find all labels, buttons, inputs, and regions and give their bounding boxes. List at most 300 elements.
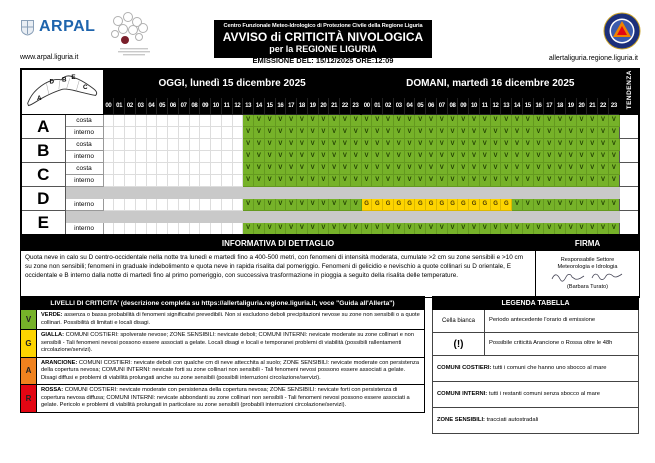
hour-cell xyxy=(168,163,179,175)
hour-header-domani-13: 13 xyxy=(501,97,512,115)
hour-cell: V xyxy=(469,127,480,139)
hour-cell xyxy=(103,199,114,211)
hour-cell: V xyxy=(307,115,318,127)
hour-cell: V xyxy=(565,139,576,151)
hour-cell xyxy=(114,163,125,175)
hour-cell xyxy=(146,115,157,127)
hour-cell: V xyxy=(426,127,437,139)
hour-cell xyxy=(232,199,243,211)
hour-cell: V xyxy=(426,115,437,127)
hour-cell xyxy=(135,151,146,163)
hour-header-domani-03: 03 xyxy=(393,97,404,115)
hour-cell: V xyxy=(393,115,404,127)
hour-cell: V xyxy=(318,199,329,211)
hour-cell xyxy=(168,115,179,127)
hour-cell xyxy=(232,151,243,163)
hour-header-oggi-08: 08 xyxy=(189,97,200,115)
hour-header-oggi-17: 17 xyxy=(286,97,297,115)
liguria-zones-map xyxy=(21,69,103,115)
hour-cell: V xyxy=(393,163,404,175)
hour-cell: V xyxy=(329,223,340,236)
hour-cell: V xyxy=(490,151,501,163)
hour-cell: V xyxy=(490,163,501,175)
hour-cell: V xyxy=(329,151,340,163)
zone-letter-E: E xyxy=(21,211,65,236)
hour-cell: V xyxy=(598,223,609,236)
hour-cell xyxy=(200,139,211,151)
hour-cell xyxy=(200,127,211,139)
hour-cell xyxy=(232,175,243,187)
hour-cell xyxy=(221,175,232,187)
zone-letter-C: C xyxy=(21,163,65,187)
hour-cell xyxy=(103,175,114,187)
hour-cell: V xyxy=(329,127,340,139)
hour-cell: V xyxy=(522,223,533,236)
hour-cell: V xyxy=(318,139,329,151)
hour-cell: V xyxy=(350,199,361,211)
hour-cell: V xyxy=(576,115,587,127)
zone-sublabel: interno xyxy=(65,127,103,139)
hour-cell: V xyxy=(350,151,361,163)
hour-cell: V xyxy=(501,223,512,236)
hour-cell: V xyxy=(264,139,275,151)
hour-cell: V xyxy=(243,199,254,211)
zone-sublabel: costa xyxy=(65,163,103,175)
zone-letter-B: B xyxy=(21,139,65,163)
hour-cell: V xyxy=(555,151,566,163)
hour-cell: V xyxy=(501,127,512,139)
hour-cell: V xyxy=(587,139,598,151)
hour-cell: V xyxy=(307,127,318,139)
level-desc-R: ROSSA: COMUNI COSTIERI: nevicate moderate con persistenza della copertura nevosa; ZONE SENSIBILI: nevicate forti con persistenza di copertura nevosa diffusa; COMUNI INTERNI: nevicate abbondanti su zone collinari non sensibili - Tali fenomeni nevosi possono essere associati a gelate. Pericolo e problemi di viabilità prolungati in particolare su zone sensibili (probabili interruzioni circolazione/servizi). xyxy=(37,385,425,413)
hour-cell xyxy=(221,115,232,127)
hour-header-domani-17: 17 xyxy=(544,97,555,115)
hour-cell: V xyxy=(404,127,415,139)
hour-cell: V xyxy=(608,151,619,163)
hour-cell: V xyxy=(243,139,254,151)
hour-cell: V xyxy=(393,151,404,163)
hour-cell xyxy=(157,139,168,151)
signature-scribble xyxy=(548,270,628,283)
hour-cell: V xyxy=(479,163,490,175)
hour-cell: V xyxy=(447,127,458,139)
hour-cell xyxy=(125,199,136,211)
hour-cell: V xyxy=(479,115,490,127)
hour-cell xyxy=(189,223,200,236)
hour-header-oggi-23: 23 xyxy=(350,97,361,115)
hour-cell: V xyxy=(426,139,437,151)
hour-cell xyxy=(146,151,157,163)
hour-cell: V xyxy=(598,151,609,163)
hour-cell: V xyxy=(512,151,523,163)
hour-cell xyxy=(221,223,232,236)
hour-cell: V xyxy=(361,115,372,127)
hour-cell: V xyxy=(404,163,415,175)
hour-header-oggi-21: 21 xyxy=(329,97,340,115)
hour-cell: V xyxy=(608,115,619,127)
title-region: per la REGIONE LIGURIA xyxy=(269,44,377,54)
hour-cell: V xyxy=(479,223,490,236)
hour-header-domani-07: 07 xyxy=(436,97,447,115)
hour-cell: V xyxy=(576,199,587,211)
hour-cell: V xyxy=(587,115,598,127)
hour-cell xyxy=(168,139,179,151)
hour-cell: V xyxy=(254,175,265,187)
hour-cell: V xyxy=(426,163,437,175)
no-coastal-band-E xyxy=(65,211,619,223)
hour-cell: V xyxy=(243,223,254,236)
hour-cell: V xyxy=(286,139,297,151)
zone-sublabel: interno xyxy=(65,199,103,211)
hour-cell: V xyxy=(340,151,351,163)
level-swatch-A: A xyxy=(21,357,37,385)
hour-cell xyxy=(211,115,222,127)
hour-cell: V xyxy=(555,115,566,127)
hour-header-domani-21: 21 xyxy=(587,97,598,115)
hour-cell: V xyxy=(254,151,265,163)
hour-cell: V xyxy=(275,163,286,175)
hour-cell: V xyxy=(393,223,404,236)
informativa-section xyxy=(20,236,640,298)
hour-cell xyxy=(200,175,211,187)
hour-cell: V xyxy=(565,163,576,175)
hour-cell: V xyxy=(469,151,480,163)
hour-cell xyxy=(103,163,114,175)
hour-cell: V xyxy=(426,151,437,163)
hour-cell xyxy=(189,151,200,163)
hour-cell xyxy=(157,151,168,163)
no-coastal-band-D xyxy=(65,187,619,199)
hour-cell: G xyxy=(372,199,383,211)
hour-cell xyxy=(157,115,168,127)
hour-cell xyxy=(125,127,136,139)
hour-cell: V xyxy=(533,127,544,139)
hour-cell: V xyxy=(297,163,308,175)
hour-header-oggi-01: 01 xyxy=(114,97,125,115)
hour-cell: V xyxy=(555,223,566,236)
hour-cell xyxy=(232,163,243,175)
hour-cell: V xyxy=(286,223,297,236)
hour-cell xyxy=(232,115,243,127)
hour-cell: V xyxy=(318,127,329,139)
hour-cell: V xyxy=(254,139,265,151)
hour-cell: V xyxy=(318,163,329,175)
hour-cell: V xyxy=(275,127,286,139)
hour-cell: V xyxy=(565,199,576,211)
hour-cell: V xyxy=(275,139,286,151)
hour-cell: V xyxy=(458,151,469,163)
hour-cell xyxy=(200,151,211,163)
hour-cell: V xyxy=(415,163,426,175)
hour-cell: V xyxy=(522,127,533,139)
hour-cell: V xyxy=(297,199,308,211)
hour-cell: V xyxy=(350,115,361,127)
hour-cell: V xyxy=(555,199,566,211)
hour-cell xyxy=(232,127,243,139)
svg-text:D: D xyxy=(49,78,55,86)
livelli-criticita-legend xyxy=(20,296,425,413)
hour-cell: V xyxy=(383,151,394,163)
hour-cell xyxy=(178,199,189,211)
hour-cell: V xyxy=(587,163,598,175)
hour-cell: V xyxy=(522,139,533,151)
hour-cell: V xyxy=(415,151,426,163)
hour-cell: V xyxy=(350,223,361,236)
hour-cell: V xyxy=(447,223,458,236)
hour-cell: V xyxy=(490,139,501,151)
hour-cell: V xyxy=(372,223,383,236)
hour-cell: G xyxy=(469,199,480,211)
hour-header-domani-10: 10 xyxy=(469,97,480,115)
hour-cell xyxy=(114,139,125,151)
zone-letter-D: D xyxy=(21,187,65,211)
hour-cell xyxy=(135,127,146,139)
hour-cell: V xyxy=(426,223,437,236)
hour-cell xyxy=(178,163,189,175)
level-swatch-R: R xyxy=(21,385,37,413)
hour-cell: V xyxy=(307,223,318,236)
hour-cell: V xyxy=(297,127,308,139)
hour-cell: V xyxy=(458,223,469,236)
hour-cell: V xyxy=(254,115,265,127)
firma-role-line2: Meteorologia e Idrologia xyxy=(557,264,618,271)
hour-cell: V xyxy=(340,199,351,211)
hour-cell: V xyxy=(469,139,480,151)
hour-header-oggi-06: 06 xyxy=(168,97,179,115)
hour-cell xyxy=(189,163,200,175)
hour-cell: V xyxy=(608,223,619,236)
hour-cell: V xyxy=(372,115,383,127)
hour-cell xyxy=(211,139,222,151)
hour-cell: V xyxy=(576,127,587,139)
informativa-text: Quota neve in calo su D centro-occidentale nella notte tra lunedì e martedì fino a 400-500 metri, con fenomeni di intensità moderata, cumulate >2 cm su zone sensibili e >10 cm su zone non sensibili; fenomeni in graduale indebolimento e quota neve in rapida risalita dal pomeriggio. Fenomeni di gelicidio e nevischio a quote collinari su D orientale, E occidentale e B interno dalla notte di martedì fino al primo pomeriggio, con successiva trasformazione in pioggia a seguito della risalita delle temperature. xyxy=(21,251,536,298)
hour-cell: V xyxy=(329,199,340,211)
hour-header-oggi-14: 14 xyxy=(254,97,265,115)
hour-cell xyxy=(168,127,179,139)
hour-cell: V xyxy=(264,127,275,139)
hour-cell: V xyxy=(555,139,566,151)
hour-cell: V xyxy=(243,115,254,127)
hour-cell xyxy=(135,115,146,127)
hour-cell: V xyxy=(501,151,512,163)
hour-cell xyxy=(211,199,222,211)
hour-cell: V xyxy=(598,175,609,187)
hour-header-domani-00: 00 xyxy=(361,97,372,115)
hour-cell xyxy=(114,199,125,211)
hour-cell: V xyxy=(297,175,308,187)
hour-cell: V xyxy=(286,199,297,211)
hour-cell: V xyxy=(608,127,619,139)
hour-cell: V xyxy=(544,115,555,127)
hour-cell xyxy=(168,223,179,236)
hour-cell xyxy=(221,139,232,151)
hour-cell: V xyxy=(275,199,286,211)
hour-cell: V xyxy=(329,139,340,151)
hour-cell: V xyxy=(307,151,318,163)
hour-cell xyxy=(211,163,222,175)
hour-cell: V xyxy=(544,151,555,163)
tendenza-cell-B xyxy=(619,139,639,163)
hour-cell xyxy=(114,151,125,163)
hour-cell: V xyxy=(350,175,361,187)
hour-cell: V xyxy=(479,175,490,187)
hour-cell: V xyxy=(383,175,394,187)
hour-cell: V xyxy=(490,127,501,139)
hour-cell: V xyxy=(512,223,523,236)
hour-cell: V xyxy=(598,115,609,127)
legenda-desc: Possibile criticità Arancione o Rossa oltre le 48h xyxy=(485,333,639,356)
hour-header-oggi-15: 15 xyxy=(264,97,275,115)
hour-cell: V xyxy=(555,175,566,187)
hour-header-domani-04: 04 xyxy=(404,97,415,115)
hour-cell: V xyxy=(286,175,297,187)
tendenza-cell-E xyxy=(619,211,639,236)
hour-cell: G xyxy=(393,199,404,211)
hour-cell: V xyxy=(393,175,404,187)
hour-cell: V xyxy=(415,115,426,127)
hour-cell: V xyxy=(565,115,576,127)
svg-text:E: E xyxy=(71,73,76,81)
hour-header-domani-12: 12 xyxy=(490,97,501,115)
hour-cell: V xyxy=(243,175,254,187)
hour-cell: V xyxy=(361,223,372,236)
hour-cell: V xyxy=(307,139,318,151)
hour-cell: V xyxy=(383,127,394,139)
hour-cell: V xyxy=(565,175,576,187)
hour-header-oggi-05: 05 xyxy=(157,97,168,115)
hour-cell: G xyxy=(458,199,469,211)
hour-cell: V xyxy=(469,175,480,187)
hour-cell xyxy=(157,199,168,211)
hour-cell xyxy=(200,115,211,127)
hour-header-oggi-19: 19 xyxy=(307,97,318,115)
tendenza-header xyxy=(619,69,639,115)
hour-cell: V xyxy=(533,151,544,163)
hour-cell xyxy=(178,151,189,163)
hour-header-domani-19: 19 xyxy=(565,97,576,115)
logo-accent-dot xyxy=(121,36,129,44)
hour-cell: V xyxy=(533,223,544,236)
informativa-header: INFORMATIVA DI DETTAGLIO xyxy=(21,237,536,251)
hour-header-domani-23: 23 xyxy=(608,97,619,115)
hour-header-oggi-11: 11 xyxy=(221,97,232,115)
hour-cell: V xyxy=(275,223,286,236)
hour-cell: V xyxy=(436,139,447,151)
hour-cell xyxy=(146,139,157,151)
hour-cell: V xyxy=(243,151,254,163)
hour-cell: V xyxy=(329,115,340,127)
hour-cell xyxy=(178,115,189,127)
hour-cell: V xyxy=(533,115,544,127)
hour-cell xyxy=(200,163,211,175)
hour-cell: V xyxy=(340,175,351,187)
hour-cell: V xyxy=(608,199,619,211)
hour-cell xyxy=(232,139,243,151)
firma-cell xyxy=(536,251,640,298)
hour-header-oggi-16: 16 xyxy=(275,97,286,115)
hour-cell: V xyxy=(264,163,275,175)
hour-cell: V xyxy=(383,223,394,236)
legenda-desc: Periodo antecedente l'orario di emissione xyxy=(485,310,639,333)
hour-cell: V xyxy=(598,139,609,151)
hour-cell xyxy=(135,175,146,187)
hour-cell xyxy=(146,175,157,187)
hour-cell: V xyxy=(275,151,286,163)
hour-cell: V xyxy=(469,223,480,236)
hour-cell: V xyxy=(522,163,533,175)
hour-header-oggi-12: 12 xyxy=(232,97,243,115)
hour-header-domani-22: 22 xyxy=(598,97,609,115)
hour-cell xyxy=(125,115,136,127)
hour-cell: V xyxy=(555,127,566,139)
hour-cell: V xyxy=(458,115,469,127)
hour-header-domani-15: 15 xyxy=(522,97,533,115)
hour-cell xyxy=(157,127,168,139)
hour-cell: V xyxy=(587,127,598,139)
hour-cell: V xyxy=(404,115,415,127)
hour-cell: V xyxy=(544,223,555,236)
hour-cell: V xyxy=(318,151,329,163)
hour-cell: V xyxy=(404,175,415,187)
hour-cell: V xyxy=(544,199,555,211)
hour-cell: V xyxy=(372,139,383,151)
hour-cell: V xyxy=(576,175,587,187)
hour-cell: V xyxy=(587,199,598,211)
hour-cell xyxy=(178,175,189,187)
level-desc-G: GIALLA: COMUNI COSTIERI: spolverate nevose; ZONE SENSIBILI: nevicate deboli; COMUNI INTERNI: nevicate moderate su zone collinari e non sensibili - Tali fenomeni nevosi possono essere associati a gelate. Locali disagi e locali e temporanei problemi di viabilità (possibili rallentamenti circolazione/servizi). xyxy=(37,330,425,358)
hour-cell xyxy=(200,223,211,236)
hour-cell: V xyxy=(361,139,372,151)
hour-cell: V xyxy=(297,151,308,163)
hour-cell: V xyxy=(501,175,512,187)
hour-cell: V xyxy=(340,163,351,175)
hour-cell: V xyxy=(383,115,394,127)
hour-cell: V xyxy=(393,127,404,139)
hour-cell: V xyxy=(587,175,598,187)
hour-cell xyxy=(146,199,157,211)
hour-cell: G xyxy=(490,199,501,211)
hour-cell: V xyxy=(286,163,297,175)
hour-cell: V xyxy=(297,115,308,127)
hour-cell: V xyxy=(264,151,275,163)
arpal-logo xyxy=(20,18,95,36)
hour-header-domani-08: 08 xyxy=(447,97,458,115)
hour-cell: V xyxy=(340,127,351,139)
hour-cell: V xyxy=(608,163,619,175)
hour-cell xyxy=(211,223,222,236)
hour-cell: V xyxy=(544,175,555,187)
hour-cell: V xyxy=(415,175,426,187)
hour-cell: V xyxy=(565,223,576,236)
hour-cell: V xyxy=(501,139,512,151)
svg-text:A: A xyxy=(37,94,42,102)
hour-cell: V xyxy=(533,163,544,175)
hour-cell xyxy=(178,139,189,151)
firma-name: (Barbara Turato) xyxy=(566,283,609,290)
hour-cell: V xyxy=(415,223,426,236)
hour-cell: V xyxy=(587,223,598,236)
firma-header: FIRMA xyxy=(536,237,640,251)
hour-cell: V xyxy=(415,127,426,139)
hour-cell: V xyxy=(512,199,523,211)
hour-cell: V xyxy=(544,127,555,139)
hour-cell xyxy=(232,223,243,236)
hour-cell: V xyxy=(254,223,265,236)
hour-cell xyxy=(189,175,200,187)
hour-cell: V xyxy=(372,127,383,139)
hour-header-oggi-07: 07 xyxy=(178,97,189,115)
hour-cell xyxy=(103,115,114,127)
